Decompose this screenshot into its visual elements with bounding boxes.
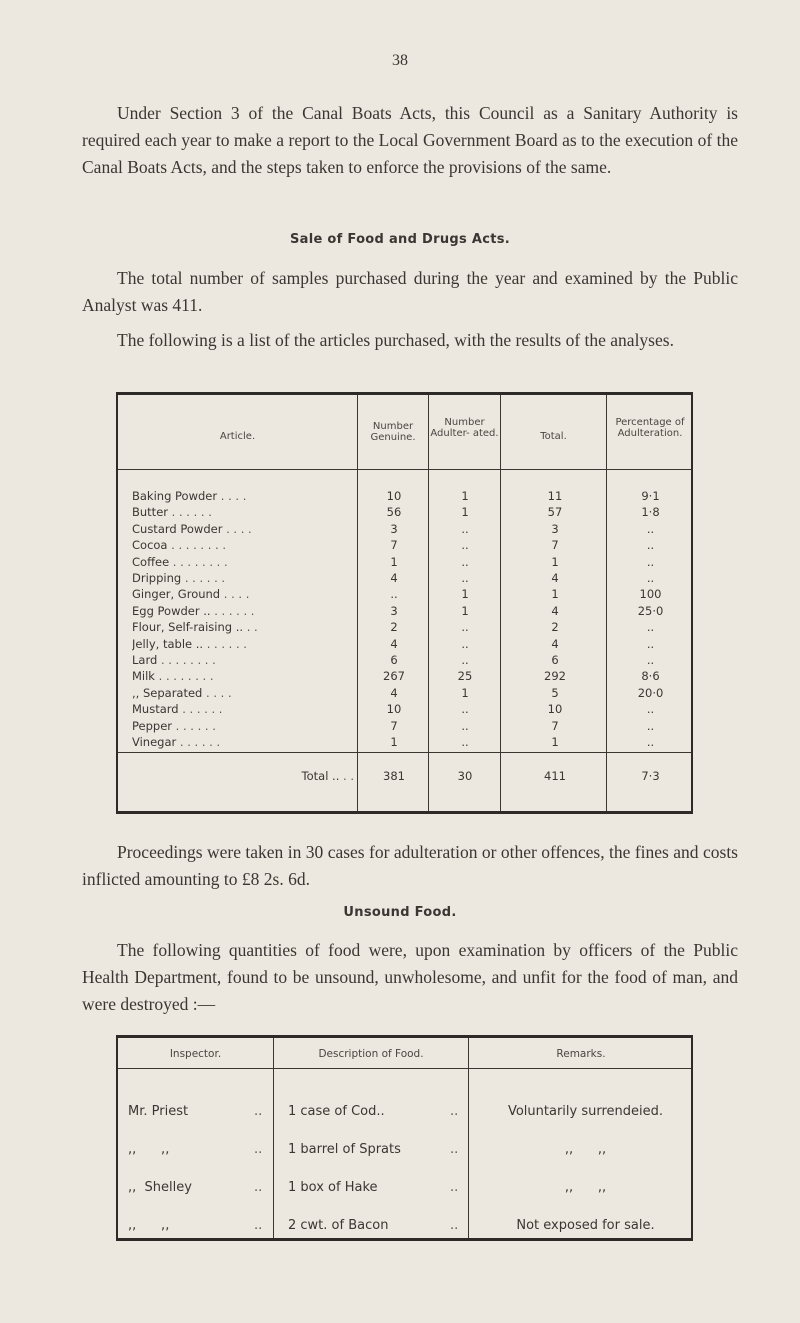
table-row <box>118 735 691 751</box>
intro-paragraph: Under Section 3 of the Canal Boats Acts, this Council as a Sanitary Authority is required each year to make a report to the Local Government Board as to the execution of the Canal Boats Acts, and the steps taken to enforce the provisions of the same. <box>82 103 738 177</box>
sale-table <box>116 392 693 814</box>
remarks-cell: Not exposed for sale. <box>516 1218 655 1233</box>
article-name: Lard . . . . . . . . <box>132 653 216 667</box>
article-name: Dripping . . . . . . <box>132 571 226 585</box>
genuine-cell: 1 <box>390 554 398 569</box>
article-name: Pepper . . . . . . <box>132 718 216 733</box>
total-cell: 3 <box>551 521 559 536</box>
genuine-cell: 1 <box>390 735 398 749</box>
adulterated-cell: 1 <box>461 685 469 700</box>
article-name: Flour, Self-raising .. . . <box>132 620 258 635</box>
genuine-cell: 7 <box>390 538 398 553</box>
samples-paragraph: The total number of samples purchased during the year and examined by the Public Analyst was 411. <box>82 268 738 315</box>
article-name: Egg Powder .. . . . . . . <box>132 603 255 618</box>
inspector-cell: Mr. Priest <box>128 1104 189 1119</box>
inspector-cell: ,, ,, <box>128 1142 170 1157</box>
article-name: Butter . . . . . . <box>132 505 212 520</box>
percentage-cell: .. <box>646 620 655 635</box>
table-row <box>118 653 691 669</box>
article-name: Milk . . . . . . . . <box>132 669 214 684</box>
percentage-cell: 9·1 <box>641 489 660 503</box>
adulterated-cell: .. <box>461 538 469 553</box>
total-cell: 4 <box>551 636 559 651</box>
proceedings-paragraph: Proceedings were taken in 30 cases for adulteration or other offences, the fines and costs inflicted amounting to £8 2s. 6d. <box>82 842 738 889</box>
table-row <box>118 1142 691 1162</box>
article-name: Baking Powder . . . . <box>132 489 247 503</box>
total-cell: 1 <box>551 554 559 569</box>
total-adulterated: 30 <box>457 769 473 783</box>
genuine-cell: 3 <box>390 521 398 536</box>
total-cell: 4 <box>551 571 559 585</box>
leader-dots: .. <box>254 1218 263 1233</box>
header-divider <box>118 1068 691 1069</box>
genuine-cell: 10 <box>386 702 402 717</box>
percentage-cell: 100 <box>639 587 662 602</box>
leader-dots: .. <box>450 1142 459 1157</box>
adulterated-cell: .. <box>461 735 469 749</box>
total-divider <box>118 752 691 753</box>
adulterated-cell: 25 <box>457 669 473 684</box>
adulterated-cell: .. <box>461 554 469 569</box>
genuine-cell: 10 <box>386 489 402 503</box>
article-name: Coffee . . . . . . . . <box>132 554 228 569</box>
header-adulterated: Number Adulter- ated. <box>430 417 499 439</box>
article-name: Vinegar . . . . . . <box>132 735 221 749</box>
total-total: 411 <box>544 769 566 783</box>
adulterated-cell: 1 <box>461 587 469 602</box>
header-description: Description of Food. <box>318 1048 424 1060</box>
adulterated-cell: 1 <box>461 603 469 618</box>
table-row <box>118 637 691 653</box>
leader-dots: .. <box>450 1104 459 1119</box>
percentage-cell: .. <box>646 554 655 569</box>
description-cell: 2 cwt. of Bacon <box>288 1218 389 1233</box>
inspector-cell: ,, Shelley <box>128 1180 192 1195</box>
total-label: Total .. . . <box>301 769 354 783</box>
total-cell: 10 <box>547 702 563 717</box>
total-cell: 7 <box>551 718 559 733</box>
article-name: Mustard . . . . . . <box>132 702 223 717</box>
genuine-cell: 6 <box>390 653 398 667</box>
genuine-cell: 267 <box>383 669 405 684</box>
adulterated-cell: .. <box>461 718 469 733</box>
header-remarks: Remarks. <box>556 1048 606 1060</box>
total-row <box>118 769 691 785</box>
total-cell: 292 <box>544 669 566 684</box>
percentage-cell: 1·8 <box>641 505 660 520</box>
percentage-cell: 8·6 <box>641 669 660 684</box>
genuine-cell: 4 <box>390 636 398 651</box>
table-row <box>118 620 691 636</box>
percentage-cell: 20·0 <box>637 685 664 700</box>
header-article: Article. <box>219 431 256 442</box>
article-name: ,, Separated . . . . <box>132 685 232 700</box>
adulterated-cell: .. <box>461 653 469 667</box>
table-row <box>118 489 691 505</box>
header-total: Total. <box>540 431 567 442</box>
total-genuine: 381 <box>383 769 405 783</box>
percentage-cell: .. <box>646 571 655 585</box>
percentage-cell: .. <box>646 636 655 651</box>
sale-heading: Sale of Food and Drugs Acts. <box>289 232 511 247</box>
table-row <box>118 604 691 620</box>
table-row <box>118 719 691 735</box>
header-percentage: Percentage of Adulteration. <box>615 417 685 439</box>
percentage-cell: 25·0 <box>637 603 664 618</box>
total-cell: 4 <box>551 603 559 618</box>
header-divider <box>118 469 691 470</box>
table-row <box>118 538 691 554</box>
remarks-cell: ,, ,, <box>564 1180 607 1195</box>
table-row <box>118 587 691 603</box>
food-table <box>116 1035 693 1241</box>
leader-dots: .. <box>254 1142 263 1157</box>
table-row <box>118 686 691 702</box>
total-percentage: 7·3 <box>641 769 660 783</box>
adulterated-cell: .. <box>461 636 469 651</box>
genuine-cell: 3 <box>390 603 398 618</box>
leader-dots: .. <box>254 1104 263 1119</box>
table-row <box>118 702 691 718</box>
genuine-cell: .. <box>390 587 398 602</box>
genuine-cell: 56 <box>386 505 402 520</box>
header-inspector: Inspector. <box>169 1048 222 1060</box>
leader-dots: .. <box>254 1180 263 1195</box>
adulterated-cell: .. <box>461 702 469 717</box>
description-cell: 1 case of Cod.. <box>288 1104 385 1119</box>
adulterated-cell: .. <box>461 571 469 585</box>
percentage-cell: .. <box>646 702 655 717</box>
total-cell: 6 <box>551 653 559 667</box>
description-cell: 1 barrel of Sprats <box>288 1142 401 1157</box>
adulterated-cell: .. <box>461 521 469 536</box>
article-name: Cocoa . . . . . . . . <box>132 538 226 553</box>
table-row <box>118 1180 691 1200</box>
unsound-heading: Unsound Food. <box>343 905 457 920</box>
genuine-cell: 2 <box>390 620 398 635</box>
total-cell: 57 <box>547 505 563 520</box>
total-cell: 5 <box>551 685 559 700</box>
genuine-cell: 7 <box>390 718 398 733</box>
table-row <box>118 555 691 571</box>
total-cell: 11 <box>547 489 563 503</box>
remarks-cell: Voluntarily surrendeied. <box>507 1104 664 1119</box>
genuine-cell: 4 <box>390 571 398 585</box>
header-genuine: Number Genuine. <box>370 421 416 443</box>
percentage-cell: .. <box>646 538 655 553</box>
table-row <box>118 571 691 587</box>
total-cell: 1 <box>551 587 559 602</box>
adulterated-cell: 1 <box>461 505 469 520</box>
article-name: Custard Powder . . . . <box>132 521 252 536</box>
table-row <box>118 669 691 685</box>
page-number: 38 <box>392 52 408 69</box>
percentage-cell: .. <box>646 718 655 733</box>
article-name: Ginger, Ground . . . . <box>132 587 250 602</box>
table-row <box>118 505 691 521</box>
unsound-intro-paragraph: The following quantities of food were, upon examination by officers of the Public Health Department, found to be unsound, unwholesome, and unfit for the food of man, and were destroyed :— <box>82 940 738 1014</box>
percentage-cell: .. <box>646 653 655 667</box>
table-row <box>118 522 691 538</box>
table-row <box>118 1104 691 1124</box>
total-cell: 2 <box>551 620 559 635</box>
percentage-cell: .. <box>646 521 655 536</box>
article-name: Jelly, table .. . . . . . . <box>132 636 247 651</box>
list-intro-paragraph: The following is a list of the articles purchased, with the results of the analyses. <box>117 330 674 350</box>
table-row <box>118 1218 691 1238</box>
adulterated-cell: .. <box>461 620 469 635</box>
description-cell: 1 box of Hake <box>288 1180 378 1195</box>
adulterated-cell: 1 <box>461 489 469 503</box>
percentage-cell: .. <box>646 735 655 749</box>
total-cell: 1 <box>551 735 559 749</box>
remarks-cell: ,, ,, <box>564 1142 607 1157</box>
genuine-cell: 4 <box>390 685 398 700</box>
total-cell: 7 <box>551 538 559 553</box>
leader-dots: .. <box>450 1218 459 1233</box>
leader-dots: .. <box>450 1180 459 1195</box>
inspector-cell: ,, ,, <box>128 1218 170 1233</box>
